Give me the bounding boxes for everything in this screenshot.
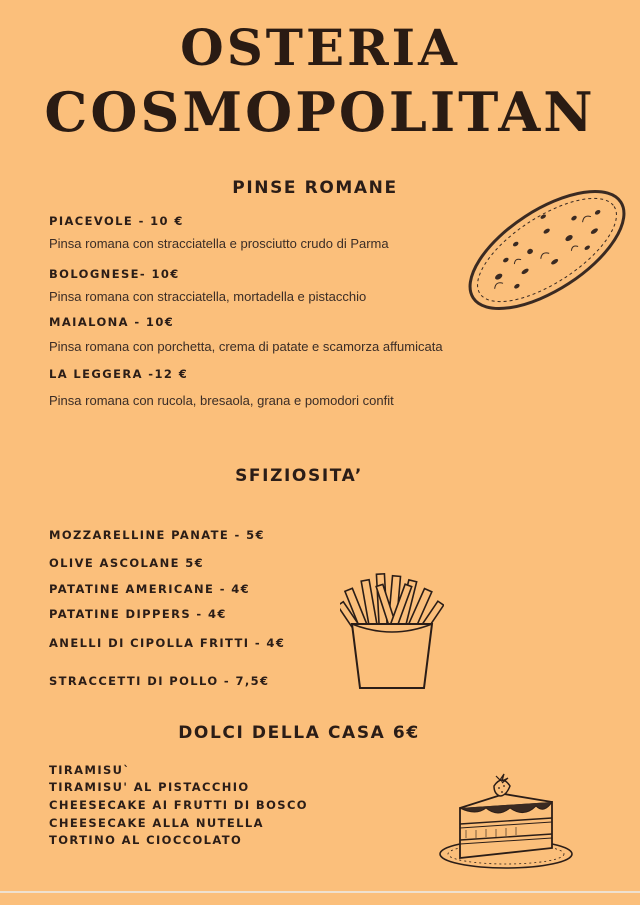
pinsa-bread-icon: [462, 176, 632, 324]
menu-item-name: ANELLI DI CIPOLLA FRITTI - 4€: [49, 636, 286, 650]
menu-item-name: PIACEVOLE - 10 €: [49, 214, 184, 228]
menu-item-name: CHEESECAKE AI FRUTTI DI BOSCO: [49, 798, 308, 812]
menu-item-description: Pinsa romana con stracciatella e prosciutto crudo di Parma: [49, 236, 389, 251]
menu-item-name: TORTINO AL CIOCCOLATO: [49, 833, 243, 847]
menu-item-name: CHEESECAKE ALLA NUTELLA: [49, 816, 264, 830]
section-heading-sfiziosita: SFIZIOSITA’: [235, 466, 363, 486]
french-fries-icon: [340, 570, 444, 692]
menu-item-name: TIRAMISU' AL PISTACCHIO: [49, 780, 250, 794]
menu-item-name: LA LEGGERA -12 €: [49, 367, 189, 381]
section-heading-pinse: PINSE ROMANE: [232, 178, 398, 198]
menu-item-name: MOZZARELLINE PANATE - 5€: [49, 528, 265, 542]
menu-item-name: MAIALONA - 10€: [49, 315, 175, 329]
section-heading-dolci: DOLCI DELLA CASA 6€: [178, 723, 420, 743]
menu-item-description: Pinsa romana con rucola, bresaola, grana e pomodori confit: [49, 393, 394, 408]
restaurant-name-line1: OSTERIA: [180, 18, 460, 77]
menu-item-name: BOLOGNESE- 10€: [49, 267, 180, 281]
menu-item-name: STRACCETTI DI POLLO - 7,5€: [49, 674, 270, 688]
menu-item-name: PATATINE AMERICANE - 4€: [49, 582, 251, 596]
menu-item-description: Pinsa romana con porchetta, crema di patate e scamorza affumicata: [49, 339, 443, 354]
menu-item-name: PATATINE DIPPERS - 4€: [49, 607, 227, 621]
menu-item-description: Pinsa romana con stracciatella, mortadella e pistacchio: [49, 289, 367, 304]
menu-item-name: TIRAMISU`: [49, 763, 131, 777]
menu-item-name: OLIVE ASCOLANE 5€: [49, 556, 205, 570]
bottom-divider: [0, 891, 640, 893]
cake-slice-icon: [436, 768, 576, 876]
restaurant-name-line2: COSMOPOLITAN: [44, 80, 596, 144]
